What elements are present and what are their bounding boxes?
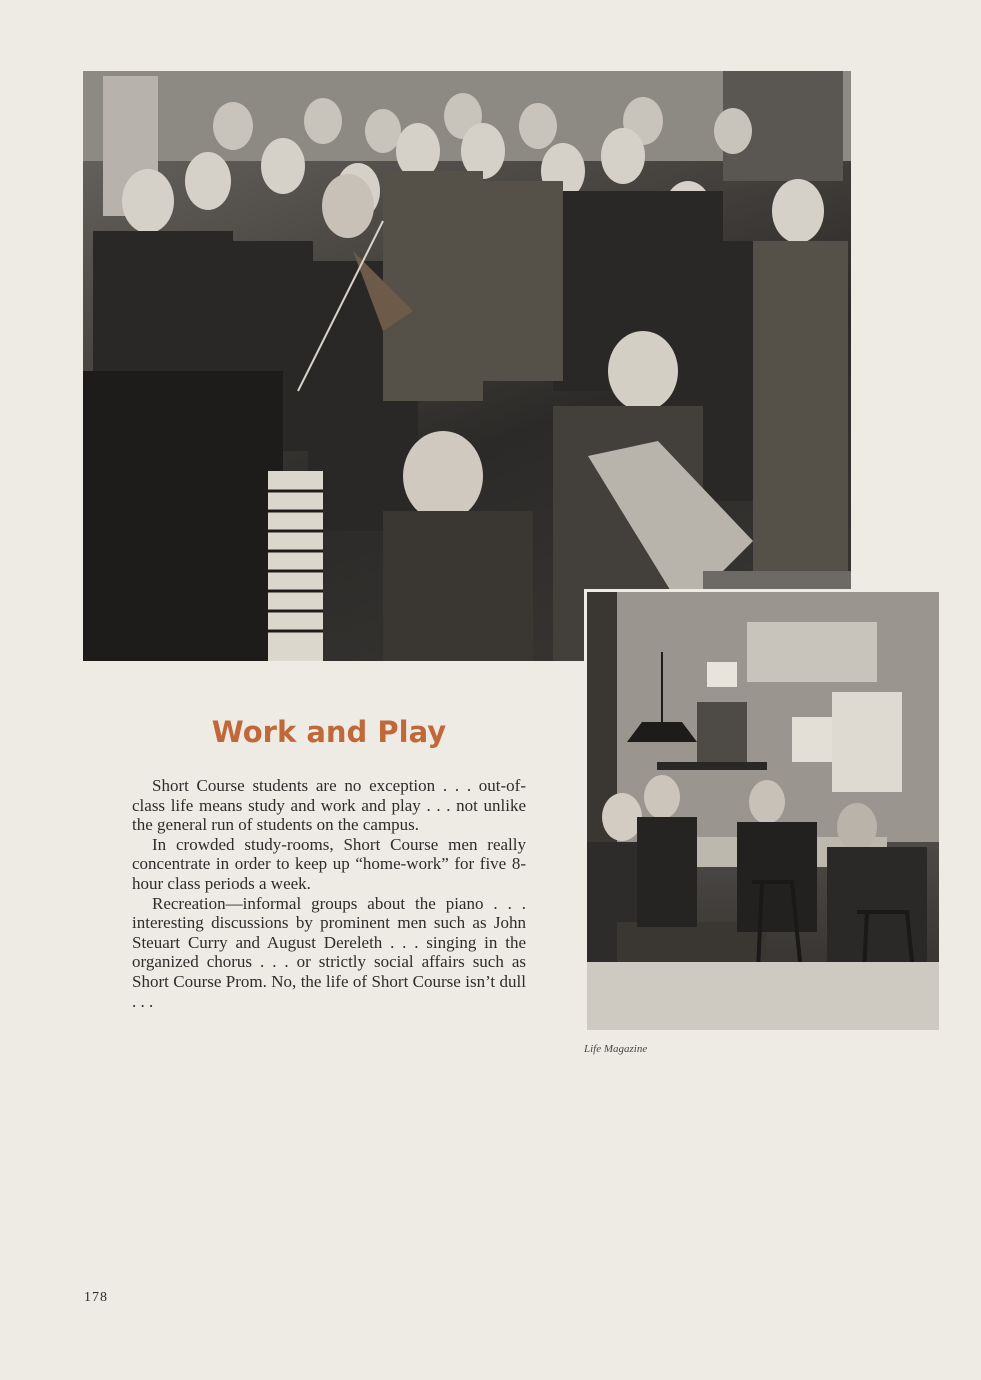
article-paragraph: Short Course students are no exception . . . out-of-class life means study and work and play . . . not unlike the general run of students on the campus. bbox=[132, 776, 526, 835]
music-group-photo bbox=[83, 71, 851, 661]
article-title: Work and Play bbox=[211, 715, 447, 749]
music-group-photo-drawing bbox=[83, 71, 851, 661]
page-number: 178 bbox=[84, 1290, 108, 1305]
article-body bbox=[132, 776, 526, 1011]
study-room-photo-drawing bbox=[587, 592, 939, 1030]
study-room-photo bbox=[584, 589, 939, 1030]
photo-credit: Life Magazine bbox=[584, 1043, 648, 1055]
article-paragraph: Recreation—informal groups about the piano . . . interesting discussions by prominent men such as John Steuart Curry and August Dereleth . . . singing in the organized chorus . . . or strictly social affairs such as Short Course Prom. No, the life of Short Course isn’t dull . . . bbox=[132, 893, 526, 1011]
article-paragraph: In crowded study-rooms, Short Course men really concentrate in order to keep up “home-work” for five 8-hour class periods a week. bbox=[132, 834, 526, 893]
